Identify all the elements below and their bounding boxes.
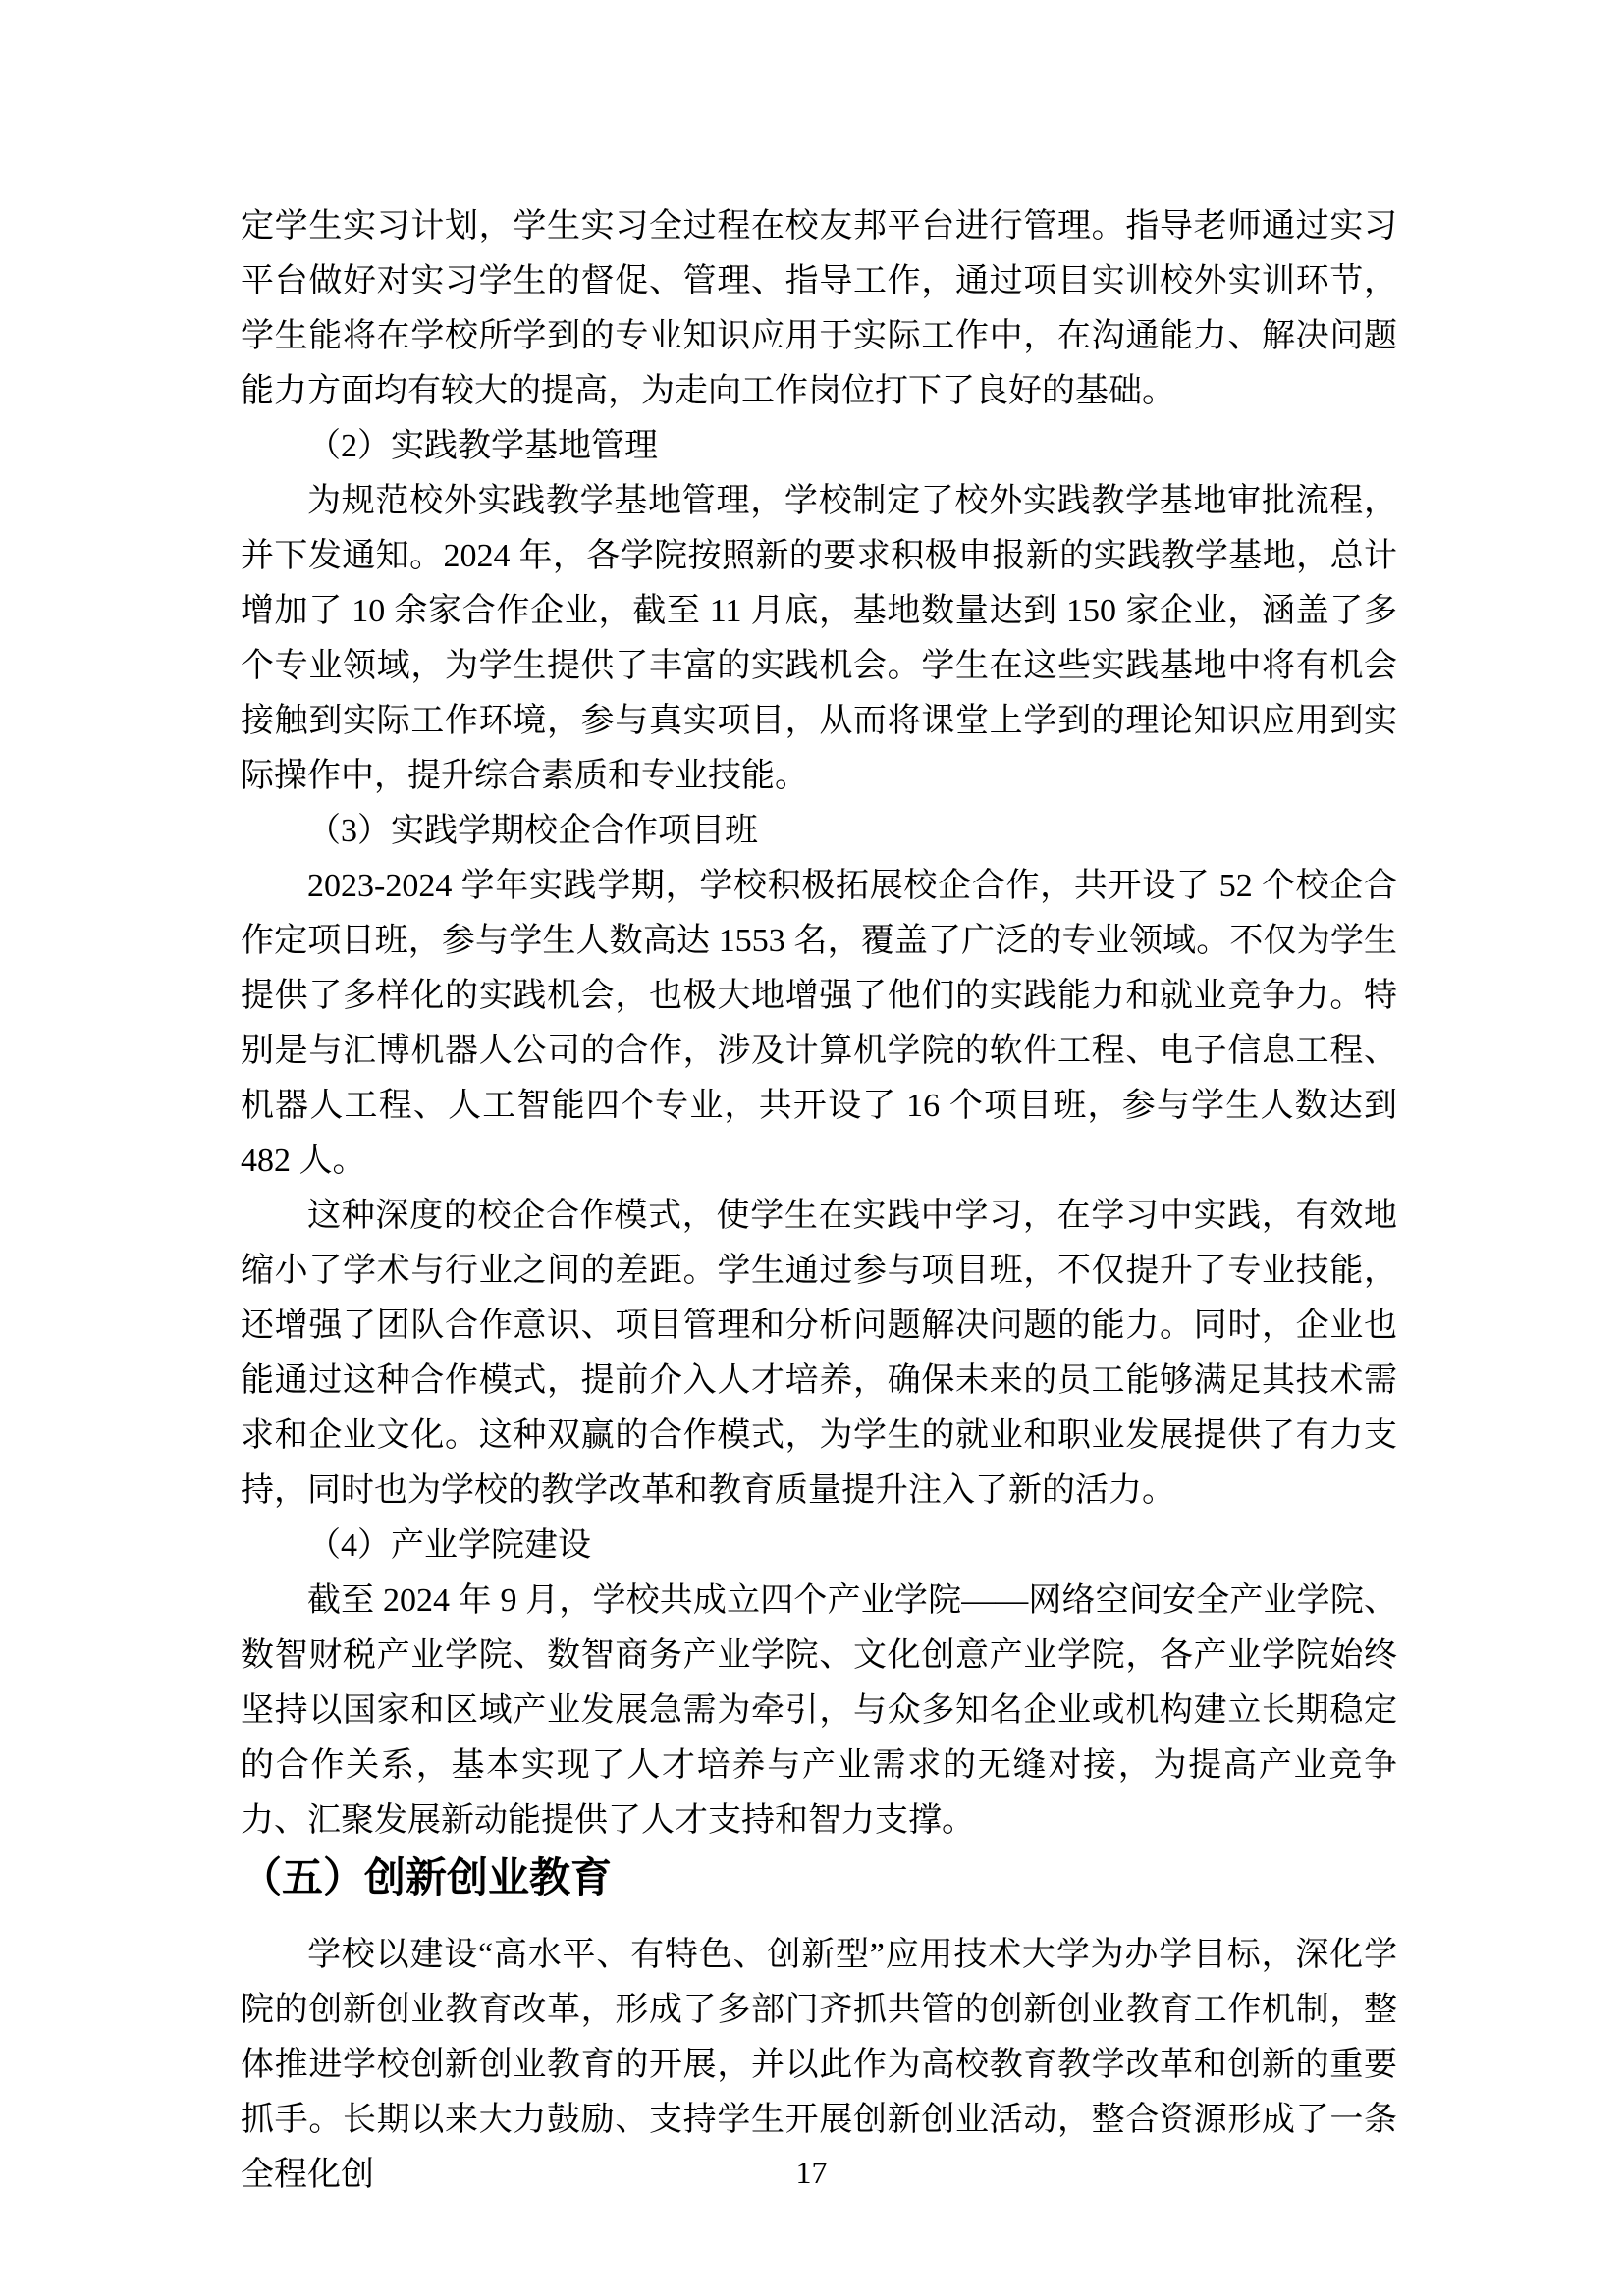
paragraph-continuation: 定学生实习计划，学生实习全过程在校友邦平台进行管理。指导老师通过实习平台做好对实习学生的督促、管理、指导工作，通过项目实训校外实训环节，学生能将在学校所学到的专业知识应用于实际工作中，在沟通能力、解决问题能力方面均有较大的提高，为走向工作岗位打下了良好的基础。 xyxy=(241,208,1397,409)
sub-heading-project-class: （3）实践学期校企合作项目班 xyxy=(307,813,758,849)
page-body xyxy=(241,199,1397,2203)
paragraph-innovation-education: 学校以建设“高水平、有特色、创新型”应用技术大学为办学目标，深化学院的创新创业教育改革，形成了多部门齐抓共管的创新创业教育工作机制，整体推进学校创新创业教育的开展，并以此作为高校教育教学改革和创新的重要抓手。长期以来大力鼓励、支持学生开展创新创业活动，整合资源形成了一条全程化创 xyxy=(241,1937,1397,2193)
paragraph-project-class: 2023-2024 学年实践学期，学校积极拓展校企合作，共开设了 52 个校企合作定项目班，参与学生人数高达 1553 名，覆盖了广泛的专业领域。不仅为学生提供了多样化的实践机会，也极大地增强了他们的实践能力和就业竞争力。特别是与汇博机器人公司的合作，涉及计算机学院的软件工程、电子信息工程、机器人工程、人工智能四个专业，共开设了 16 个项目班，参与学生人数达到 482 人。 xyxy=(241,868,1397,1179)
paragraph-cooperation-mode: 这种深度的校企合作模式，使学生在实践中学习，在学习中实践，有效地缩小了学术与行业之间的差距。学生通过参与项目班，不仅提升了专业技能，还增强了团队合作意识、项目管理和分析问题解决问题的能力。同时，企业也能通过这种合作模式，提前介入人才培养，确保未来的员工能够满足其技术需求和企业文化。这种双赢的合作模式，为学生的就业和职业发展提供了有力支持，同时也为学校的教学改革和教育质量提升注入了新的活力。 xyxy=(241,1198,1397,1509)
section-heading-innovation-education: （五）创新创业教育 xyxy=(241,1854,613,1900)
paragraph-practice-base: 为规范校外实践教学基地管理，学校制定了校外实践教学基地审批流程，并下发通知。2024 年，各学院按照新的要求积极申报新的实践教学基地，总计增加了 10 余家合作企业，截至 11 月底，基地数量达到 150 家企业，涵盖了多个专业领域，为学生提供了丰富的实践机会。学生在这些实践基地中将有机会接触到实际工作环境，参与真实项目，从而将课堂上学到的理论知识应用到实际操作中，提升综合素质和专业技能。 xyxy=(241,483,1397,794)
page-number: 17 xyxy=(795,2155,828,2190)
sub-heading-practice-base: （2）实践教学基地管理 xyxy=(307,428,658,464)
sub-heading-industry-college: （4）产业学院建设 xyxy=(307,1527,591,1564)
paragraph-industry-college: 截至 2024 年 9 月，学校共成立四个产业学院——网络空间安全产业学院、数智财税产业学院、数智商务产业学院、文化创意产业学院，各产业学院始终坚持以国家和区域产业发展急需为牵引，与众多知名企业或机构建立长期稳定的合作关系，基本实现了人才培养与产业需求的无缝对接，为提高产业竞争力、汇聚发展新动能提供了人才支持和智力支撑。 xyxy=(241,1582,1397,1839)
